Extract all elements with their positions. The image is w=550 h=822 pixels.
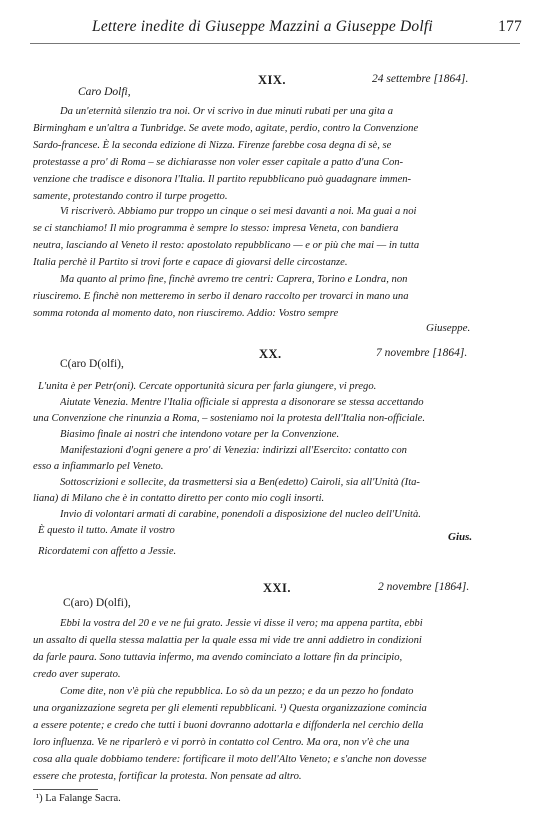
page-number: 177 <box>498 18 522 35</box>
letter-line: a essere potente; e credo che tutti i buoni dovranno adottarla e diffonderla nel cerchio della <box>33 720 424 731</box>
letter-line: Ebbi la vostra del 20 e ve ne fui grato. Jessie vi disse il vero; ma appena partita, ebbi <box>60 618 423 629</box>
header-rule <box>30 43 520 44</box>
letter-line: Invio di volontari armati di carabine, ponendoli a disposizione del nucleo dell'Unità. <box>60 509 421 520</box>
letter-signature: Gius. <box>448 531 473 543</box>
letter-line: Sardo-francese. È la seconda edizione di Nizza. Firenze farebbe cosa degna di sè, se <box>33 140 392 151</box>
letter-line: riusciremo. E finchè non metteremo in serbo il denaro raccolto per trovarci in mano una <box>33 291 409 302</box>
letter-numeral: XXI. <box>263 581 292 595</box>
letter-date: 2 novembre [1864]. <box>378 581 470 593</box>
letter-line: Ma quanto al primo fine, finchè avremo tre centri: Caprera, Torino e Londra, non <box>60 274 408 285</box>
letter-date: 7 novembre [1864]. <box>376 347 468 359</box>
letter-line: somma rotonda al momento dato, non riusciremo. Addio: Vostro sempre <box>33 308 339 319</box>
letter-salutation: Caro Dolfi, <box>78 86 131 98</box>
letter-line: venzione che tradisce e disonora l'Italia. Il partito repubblicano può guadagnare immen- <box>33 174 412 185</box>
letter-line: Birmingham e un'altra a Tunbridge. Se avete modo, agitate, perdio, contro la Convenzione <box>33 123 419 134</box>
footnote: ¹) La Falange Sacra. <box>36 793 121 804</box>
letter-salutation: C(aro) D(olfi), <box>63 597 131 609</box>
letter-line: Biasimo finale ai nostri che intendono votare per la Convenzione. <box>60 429 340 440</box>
letter-line: esso a infiammarlo pel Veneto. <box>33 461 164 472</box>
letter-salutation: C(aro D(olfi), <box>60 358 124 370</box>
letter-line: Ricordatemi con affetto a Jessie. <box>38 546 177 557</box>
letter-numeral: XX. <box>259 347 282 361</box>
letter-signature: Giuseppe. <box>426 322 471 334</box>
letter-line: una organizzazione segreta per gli elementi repubblicani. ¹) Questa organizzazione comincia <box>33 703 427 714</box>
letter-line: liana) di Milano che è in contatto diretto per conto mio cogli insorti. <box>33 493 325 504</box>
letter-line: È questo il tutto. Amate il vostro <box>38 525 175 536</box>
letter-line: samente, protestando contro il turpe progetto. <box>33 191 228 202</box>
letter-line: Aiutate Venezia. Mentre l'Italia officiale si appresta a disonorare se stessa accettando <box>60 397 424 408</box>
letter-numeral: XIX. <box>258 73 287 87</box>
letter-line: un assalto di quella stessa malattia per la quale essa mi vide tre anni addietro in condizioni <box>33 635 422 646</box>
letter-line: cosa alla quale dobbiamo tendere: fortificare il moto dell'Alto Veneto; e s'anche non dovesse <box>33 754 427 765</box>
letter-line: da farle paura. Sono tuttavia infermo, ma avendo cominciato a lottare fin da principio, <box>33 652 403 663</box>
letter-line: Come dite, non v'è più che repubblica. Lo sò da un pezzo; e da un pezzo ho fondato <box>60 686 414 697</box>
header-title: Lettere inedite di Giuseppe Mazzini a Giuseppe Dolfi <box>92 18 433 35</box>
letter-line: Sottoscrizioni e sollecite, da trasmettersi sia a Ben(edetto) Cairoli, sia all'Unità (Ita- <box>60 477 420 488</box>
letter-line: Da un'eternità silenzio tra noi. Or vi scrivo in due minuti rubati per una gita a <box>60 106 394 117</box>
letter-date: 24 settembre [1864]. <box>372 73 469 85</box>
letter-line: se ci stanchiamo! Il mio programma è sempre lo stesso: impresa Veneta, con bandiera <box>33 223 399 234</box>
letter-line: essere che protesta, fortificar la protesta. Non pensate ad altro. <box>33 771 302 782</box>
letter-line: credo aver superato. <box>33 669 121 680</box>
footnote-rule <box>33 789 98 790</box>
letter-line: Manifestazioni d'ogni genere a pro' di Venezia: indirizzi all'Esercito: contatto con <box>60 445 407 456</box>
letter-line: protestasse a pro' di Roma – se dichiarasse non voler esser capitale a patto d'una Con- <box>33 157 404 168</box>
letter-line: neutra, lasciando al Veneto il resto: apostolato repubblicano — e or più che mai — in tutta <box>33 240 420 251</box>
letter-line: Italia perchè il Partito si trovi forte e capace di giovarsi delle circostanze. <box>33 257 348 268</box>
letter-line: una Convenzione che rinunzia a Roma, – sosteniamo noi la protesta dell'Italia non-officiale. <box>33 413 426 424</box>
letter-line: Vi riscriverò. Abbiamo pur troppo un cinque o sei mesi davanti a noi. Ma guai a noi <box>60 206 417 217</box>
running-header <box>92 18 522 36</box>
letter-line: L'unita è per Petr(oni). Cercate opportunità sicura per farla giungere, vi prego. <box>38 381 377 392</box>
letter-line: loro influenza. Ve ne riparlerò e vi porrò in contatto col Centro. Ma ora, non v'è che una <box>33 737 410 748</box>
